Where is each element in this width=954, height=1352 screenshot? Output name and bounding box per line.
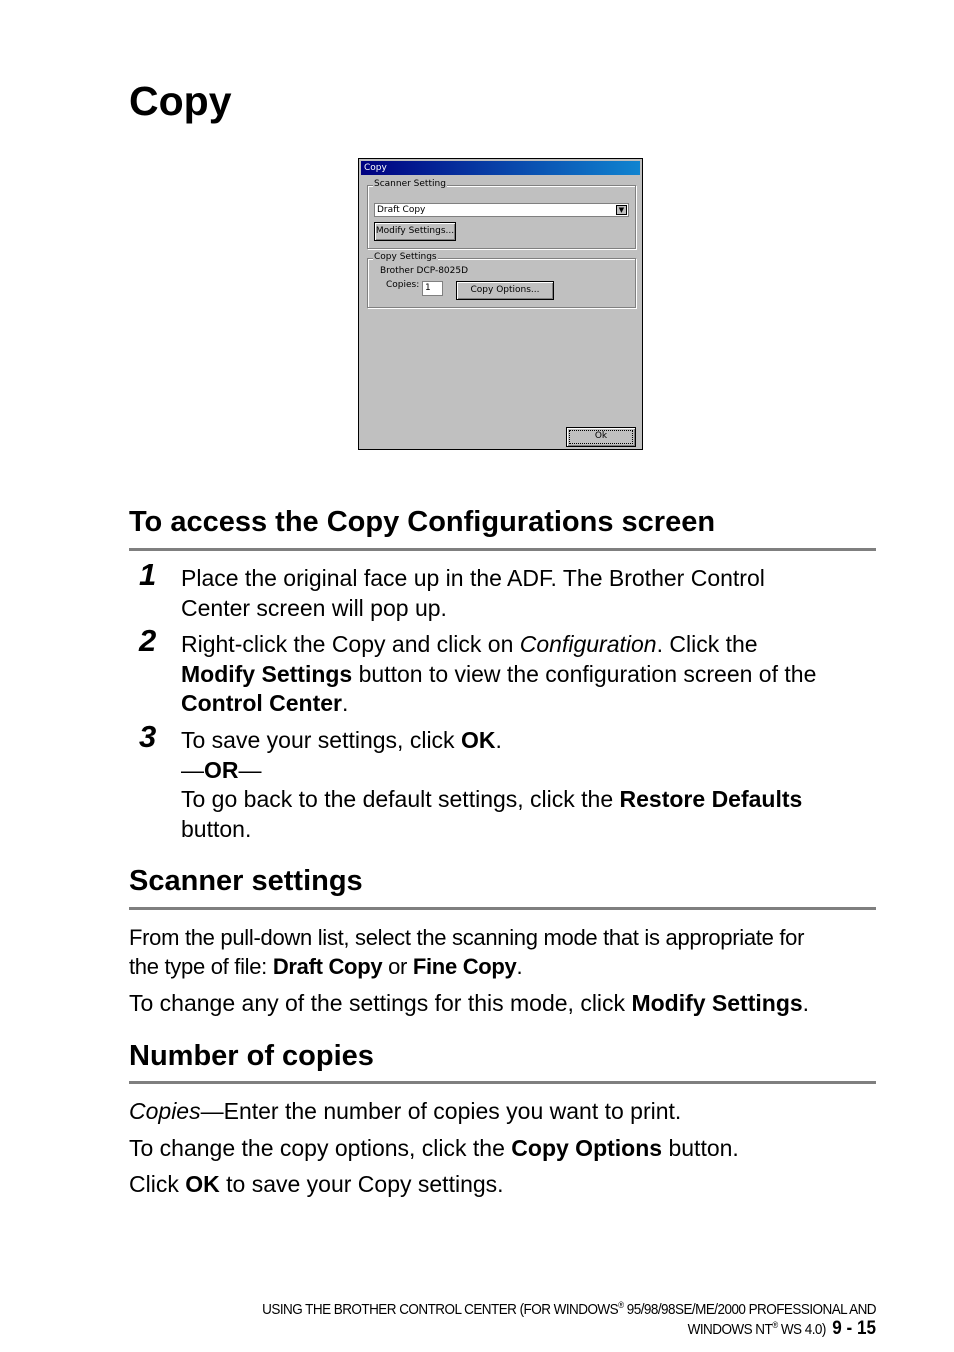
heading-rule [129, 548, 876, 551]
heading-rule [129, 907, 876, 910]
page-number: 9 - 15 [832, 1318, 876, 1339]
dialog-titlebar: Copy [361, 161, 640, 175]
copy-dialog-screenshot [358, 158, 643, 450]
copy-settings-label: Copy Settings [374, 252, 437, 262]
ok-button[interactable]: Ok [566, 427, 636, 447]
page-title: Copy [129, 78, 232, 124]
copy-settings-group [367, 252, 636, 308]
scanner-mode-select[interactable] [374, 203, 629, 217]
scanner-paragraph-1: From the pull-down list, select the scanning mode that is appropriate for the type of file: Draft Copy or Fine Copy. [129, 925, 805, 979]
access-heading: To access the Copy Configurations screen [129, 506, 716, 538]
step-3-text: To save your settings, click OK. —OR— To go back to the default settings, click the Restore Defaults button. [181, 727, 803, 842]
modify-settings-button[interactable]: Modify Settings... [374, 222, 456, 241]
scanner-heading: Scanner settings [129, 865, 363, 897]
copies-heading: Number of copies [129, 1040, 374, 1072]
copies-paragraph-1: Copies—Enter the number of copies you want to print. [129, 1098, 682, 1124]
scanner-mode-value: Draft Copy [377, 205, 426, 215]
step-number: 2 [139, 623, 157, 658]
step-2-text: Right-click the Copy and click on Configuration. Click the Modify Settings button to view the configuration screen of the Control Center. [181, 631, 817, 716]
step-1-text: Place the original face up in the ADF. The Brother Control Center screen will pop up. [181, 565, 765, 621]
step-number: 1 [139, 557, 157, 592]
copies-paragraph-2: To change the copy options, click the Copy Options button. [129, 1135, 739, 1161]
copies-input[interactable]: 1 [422, 281, 443, 296]
copy-options-button[interactable]: Copy Options... [456, 281, 554, 300]
page-footer: USING THE BROTHER CONTROL CENTER (FOR WINDOWS® 95/98/98SE/ME/2000 PROFESSIONAL AND WINDOWS NT® WS 4.0) 9 - 15 [262, 1300, 876, 1339]
chevron-down-icon[interactable]: ▼ [616, 205, 627, 215]
scanner-setting-group [367, 179, 636, 249]
copies-paragraph-3: Click OK to save your Copy settings. [129, 1171, 504, 1197]
scanner-setting-label: Scanner Setting [374, 179, 446, 189]
heading-rule [129, 1081, 876, 1084]
step-number: 3 [139, 719, 157, 754]
copies-label: Copies: [386, 280, 420, 290]
scanner-paragraph-2: To change any of the settings for this mode, click Modify Settings. [129, 990, 810, 1016]
printer-name: Brother DCP-8025D [380, 266, 469, 276]
